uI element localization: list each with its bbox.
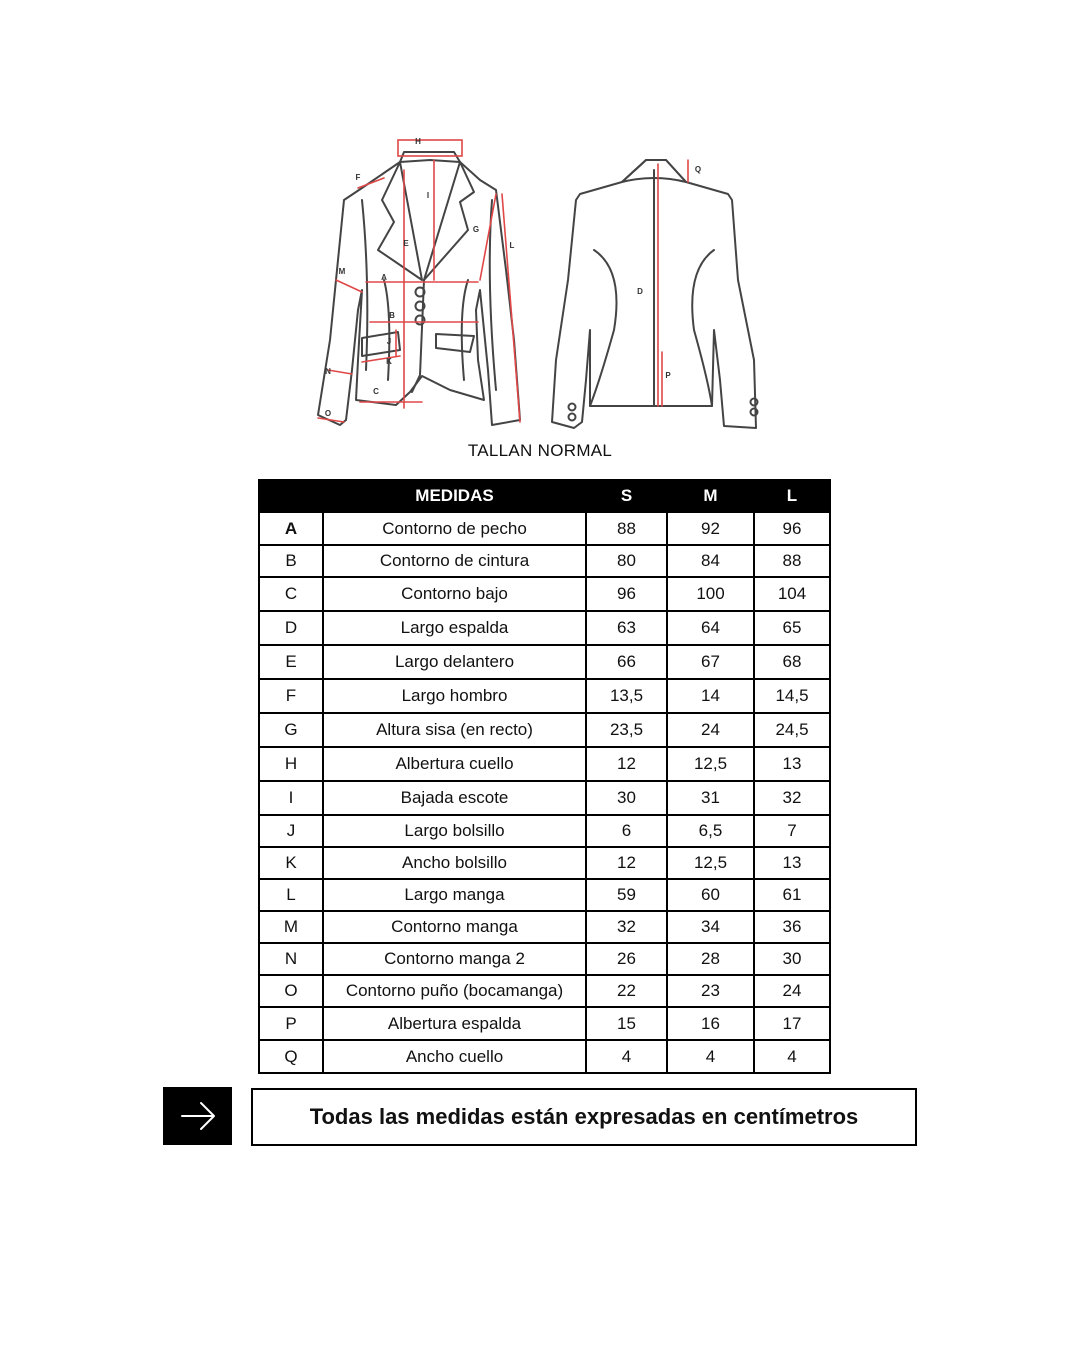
row-measure-name: Contorno manga bbox=[323, 911, 586, 943]
row-size-m: 16 bbox=[667, 1007, 754, 1040]
jacket-sketch-svg bbox=[300, 130, 780, 440]
table-row bbox=[259, 943, 830, 975]
row-measure-name: Albertura cuello bbox=[323, 747, 586, 781]
measure-L bbox=[502, 194, 520, 422]
row-measure-name: Contorno de pecho bbox=[323, 512, 586, 545]
row-measure-name: Largo espalda bbox=[323, 611, 586, 645]
row-size-s: 13,5 bbox=[586, 679, 667, 713]
label-G: G bbox=[472, 225, 480, 234]
table-row bbox=[259, 545, 830, 577]
row-size-l: 24,5 bbox=[754, 713, 830, 747]
label-H: H bbox=[415, 137, 421, 146]
row-measure-name: Contorno puño (bocamanga) bbox=[323, 975, 586, 1007]
row-measure-name: Largo bolsillo bbox=[323, 815, 586, 847]
row-measure-name: Ancho cuello bbox=[323, 1040, 586, 1073]
row-size-s: 23,5 bbox=[586, 713, 667, 747]
row-size-l: 104 bbox=[754, 577, 830, 611]
row-size-m: 12,5 bbox=[667, 747, 754, 781]
row-code: E bbox=[259, 645, 323, 679]
jacket-diagram bbox=[300, 130, 780, 440]
measure-H bbox=[398, 140, 462, 156]
row-size-s: 66 bbox=[586, 645, 667, 679]
row-size-s: 80 bbox=[586, 545, 667, 577]
row-measure-name: Ancho bolsillo bbox=[323, 847, 586, 879]
row-measure-name: Largo manga bbox=[323, 879, 586, 911]
row-measure-name: Bajada escote bbox=[323, 781, 586, 815]
back-side-seam-left bbox=[590, 250, 617, 406]
row-size-l: 32 bbox=[754, 781, 830, 815]
table-row bbox=[259, 679, 830, 713]
label-P: P bbox=[665, 371, 671, 380]
measure-M bbox=[336, 280, 362, 292]
row-code: M bbox=[259, 911, 323, 943]
row-size-m: 92 bbox=[667, 512, 754, 545]
front-lapel-right bbox=[424, 162, 474, 280]
label-I: I bbox=[426, 191, 430, 200]
table-row bbox=[259, 512, 830, 545]
header-measure: MEDIDAS bbox=[323, 480, 586, 512]
row-size-m: 64 bbox=[667, 611, 754, 645]
row-code: N bbox=[259, 943, 323, 975]
row-size-s: 88 bbox=[586, 512, 667, 545]
row-size-l: 61 bbox=[754, 879, 830, 911]
label-O: O bbox=[324, 409, 332, 418]
row-code: Q bbox=[259, 1040, 323, 1073]
row-size-m: 28 bbox=[667, 943, 754, 975]
row-measure-name: Contorno manga 2 bbox=[323, 943, 586, 975]
measure-N bbox=[328, 370, 352, 374]
row-code: G bbox=[259, 713, 323, 747]
row-size-s: 96 bbox=[586, 577, 667, 611]
row-size-l: 13 bbox=[754, 847, 830, 879]
row-size-s: 12 bbox=[586, 847, 667, 879]
row-code: O bbox=[259, 975, 323, 1007]
row-size-l: 4 bbox=[754, 1040, 830, 1073]
label-E: E bbox=[403, 239, 409, 248]
row-size-m: 34 bbox=[667, 911, 754, 943]
label-J: J bbox=[386, 337, 392, 346]
row-code: K bbox=[259, 847, 323, 879]
units-note: Todas las medidas están expresadas en centímetros bbox=[251, 1088, 917, 1146]
measure-G bbox=[480, 194, 496, 280]
row-code: I bbox=[259, 781, 323, 815]
table-row bbox=[259, 645, 830, 679]
table-row bbox=[259, 847, 830, 879]
measure-F bbox=[358, 178, 384, 188]
row-code: A bbox=[259, 512, 323, 545]
header-size-m: M bbox=[667, 480, 754, 512]
row-size-l: 24 bbox=[754, 975, 830, 1007]
row-size-s: 6 bbox=[586, 815, 667, 847]
label-B: B bbox=[389, 311, 395, 320]
row-code: P bbox=[259, 1007, 323, 1040]
row-measure-name: Altura sisa (en recto) bbox=[323, 713, 586, 747]
row-size-l: 7 bbox=[754, 815, 830, 847]
label-K: K bbox=[386, 357, 392, 366]
label-A: A bbox=[381, 273, 387, 282]
header-size-l: L bbox=[754, 480, 830, 512]
row-size-s: 63 bbox=[586, 611, 667, 645]
row-code: C bbox=[259, 577, 323, 611]
row-measure-name: Contorno de cintura bbox=[323, 545, 586, 577]
row-size-s: 59 bbox=[586, 879, 667, 911]
label-N: N bbox=[325, 367, 331, 376]
row-size-l: 65 bbox=[754, 611, 830, 645]
table-row bbox=[259, 577, 830, 611]
back-side-seam-right bbox=[692, 250, 714, 406]
measure-K bbox=[362, 356, 400, 362]
row-size-s: 30 bbox=[586, 781, 667, 815]
table-row bbox=[259, 1040, 830, 1073]
front-dart-right bbox=[462, 280, 468, 380]
table-row bbox=[259, 781, 830, 815]
back-button-1 bbox=[569, 404, 576, 411]
row-measure-name: Contorno bajo bbox=[323, 577, 586, 611]
row-measure-name: Largo hombro bbox=[323, 679, 586, 713]
table-row bbox=[259, 815, 830, 847]
row-size-l: 36 bbox=[754, 911, 830, 943]
row-size-s: 22 bbox=[586, 975, 667, 1007]
row-size-m: 6,5 bbox=[667, 815, 754, 847]
row-size-s: 4 bbox=[586, 1040, 667, 1073]
header-code bbox=[259, 480, 323, 512]
row-code: J bbox=[259, 815, 323, 847]
label-L: L bbox=[509, 241, 515, 250]
row-size-l: 96 bbox=[754, 512, 830, 545]
label-M: M bbox=[338, 267, 346, 276]
row-size-m: 31 bbox=[667, 781, 754, 815]
arrow-badge bbox=[163, 1087, 232, 1145]
label-Q: Q bbox=[694, 165, 702, 174]
table-row bbox=[259, 747, 830, 781]
back-button-3 bbox=[751, 399, 758, 406]
size-table bbox=[258, 479, 831, 1074]
row-measure-name: Largo delantero bbox=[323, 645, 586, 679]
row-size-m: 84 bbox=[667, 545, 754, 577]
row-size-m: 24 bbox=[667, 713, 754, 747]
table-row bbox=[259, 713, 830, 747]
table-row bbox=[259, 879, 830, 911]
row-size-l: 14,5 bbox=[754, 679, 830, 713]
row-measure-name: Albertura espalda bbox=[323, 1007, 586, 1040]
row-code: L bbox=[259, 879, 323, 911]
row-size-s: 12 bbox=[586, 747, 667, 781]
row-size-m: 12,5 bbox=[667, 847, 754, 879]
table-body bbox=[259, 512, 830, 1073]
row-size-l: 13 bbox=[754, 747, 830, 781]
row-size-m: 67 bbox=[667, 645, 754, 679]
row-size-m: 14 bbox=[667, 679, 754, 713]
table-row bbox=[259, 611, 830, 645]
table-header-row bbox=[259, 480, 830, 512]
table-row bbox=[259, 1007, 830, 1040]
row-size-s: 26 bbox=[586, 943, 667, 975]
front-lapel-left bbox=[378, 162, 422, 280]
label-F: F bbox=[355, 173, 361, 182]
row-code: B bbox=[259, 545, 323, 577]
table-row bbox=[259, 911, 830, 943]
row-size-m: 4 bbox=[667, 1040, 754, 1073]
row-size-l: 30 bbox=[754, 943, 830, 975]
row-code: H bbox=[259, 747, 323, 781]
back-button-2 bbox=[569, 414, 576, 421]
header-size-s: S bbox=[586, 480, 667, 512]
row-size-l: 68 bbox=[754, 645, 830, 679]
label-C: C bbox=[373, 387, 379, 396]
arrow-right-icon bbox=[163, 1087, 232, 1145]
row-size-s: 32 bbox=[586, 911, 667, 943]
row-size-s: 15 bbox=[586, 1007, 667, 1040]
row-code: D bbox=[259, 611, 323, 645]
label-D: D bbox=[637, 287, 643, 296]
fit-label: TALLAN NORMAL bbox=[467, 441, 613, 460]
row-size-m: 60 bbox=[667, 879, 754, 911]
front-sleeve-seam-right bbox=[490, 200, 496, 390]
row-size-m: 100 bbox=[667, 577, 754, 611]
table-row bbox=[259, 975, 830, 1007]
row-size-m: 23 bbox=[667, 975, 754, 1007]
front-pocket-right bbox=[436, 334, 474, 352]
row-size-l: 17 bbox=[754, 1007, 830, 1040]
row-size-l: 88 bbox=[754, 545, 830, 577]
row-code: F bbox=[259, 679, 323, 713]
